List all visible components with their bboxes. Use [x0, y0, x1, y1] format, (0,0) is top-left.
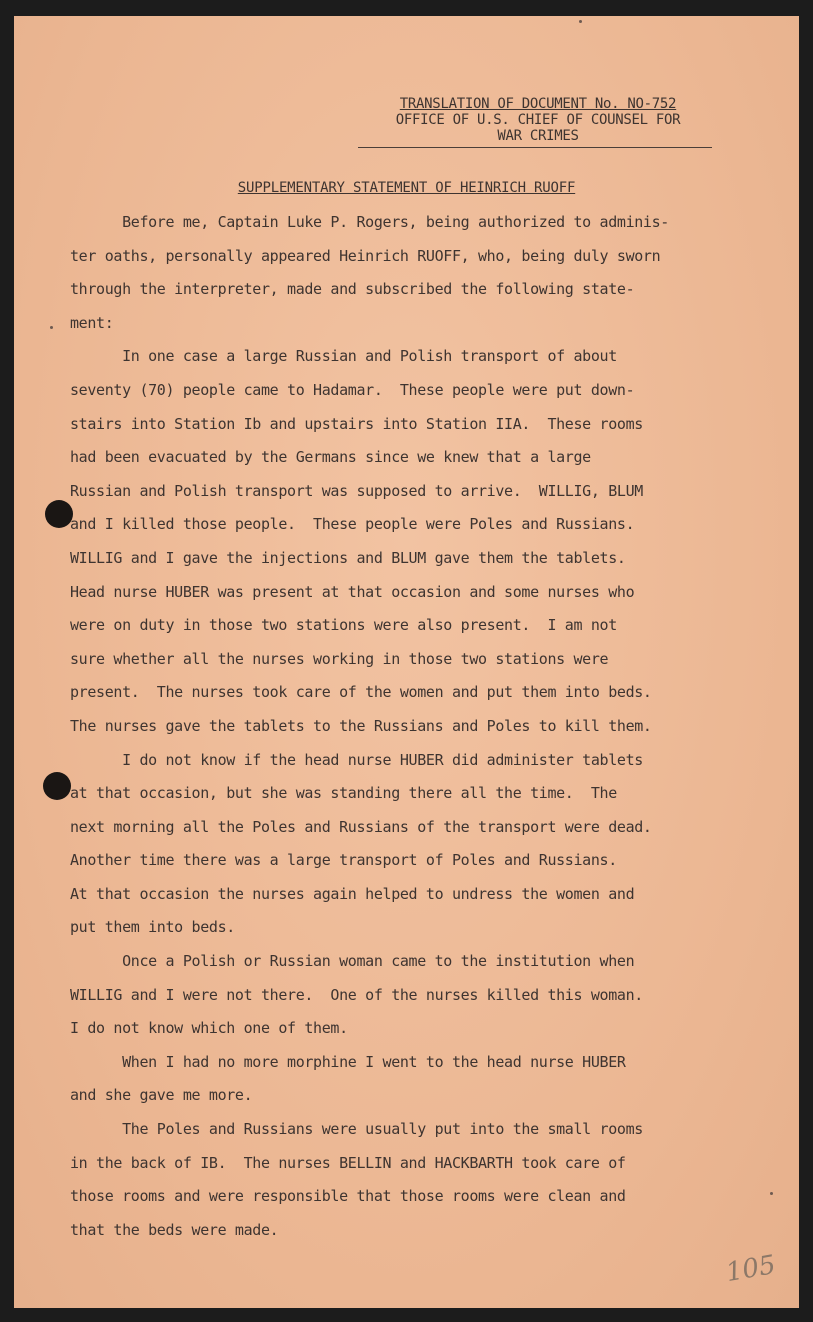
document-title: SUPPLEMENTARY STATEMENT OF HEINRICH RUOFF [237, 180, 576, 196]
statement-line: were on duty in those two stations were also present. I am not [70, 616, 617, 635]
paper-speck [770, 1192, 773, 1195]
statement-line: put them into beds. [70, 918, 235, 937]
statement-line: at that occasion, but she was standing there all the time. The [70, 784, 617, 803]
paper-speck [50, 326, 53, 329]
statement-line: seventy (70) people came to Hadamar. These people were put down- [70, 380, 635, 399]
statement-line: through the interpreter, made and subscribed the following state- [70, 280, 635, 299]
punch-hole-top [45, 500, 73, 528]
header-line-1: TRANSLATION OF DOCUMENT No. NO-752 [399, 96, 677, 112]
document-page [14, 16, 799, 1308]
statement-line: those rooms and were responsible that those rooms were clean and [70, 1187, 626, 1206]
statement-line: sure whether all the nurses working in those two stations were [70, 649, 609, 668]
statement-line: and she gave me more. [70, 1086, 253, 1105]
statement-line: I do not know which one of them. [70, 1019, 348, 1038]
statement-line: When I had no more morphine I went to the head nurse HUBER [70, 1052, 626, 1071]
statement-line: I do not know if the head nurse HUBER did administer tablets [70, 750, 643, 769]
statement-line: WILLIG and I gave the injections and BLUM gave them the tablets. [70, 548, 626, 567]
statement-line: The nurses gave the tablets to the Russians and Poles to kill them. [70, 716, 652, 735]
statement-line: and I killed those people. These people were Poles and Russians. [70, 515, 635, 534]
statement-line: that the beds were made. [70, 1220, 279, 1239]
header-line-3: WAR CRIMES [497, 128, 579, 144]
statement-line: next morning all the Poles and Russians of the transport were dead. [70, 817, 652, 836]
paper-speck [579, 20, 582, 23]
statement-line: Head nurse HUBER was present at that occasion and some nurses who [70, 582, 635, 601]
document-header [358, 96, 718, 144]
statement-line: In one case a large Russian and Polish transport of about [70, 347, 617, 366]
header-rule [358, 147, 712, 148]
statement-line: Russian and Polish transport was supposed to arrive. WILLIG, BLUM [70, 481, 643, 500]
statement-line: Once a Polish or Russian woman came to the institution when [70, 952, 635, 971]
statement-line: WILLIG and I were not there. One of the nurses killed this woman. [70, 985, 643, 1004]
statement-line: Before me, Captain Luke P. Rogers, being authorized to adminis- [70, 213, 669, 231]
statement-line: At that occasion the nurses again helped to undress the women and [70, 884, 635, 903]
header-line-2: OFFICE OF U.S. CHIEF OF COUNSEL FOR [395, 112, 681, 128]
statement-line: in the back of IB. The nurses BELLIN and HACKBARTH took care of [70, 1153, 626, 1172]
statement-line: had been evacuated by the Germans since we knew that a large [70, 448, 591, 467]
statement-line: ter oaths, personally appeared Heinrich RUOFF, who, being duly sworn [70, 246, 661, 265]
statement-line: ment: [70, 313, 114, 332]
punch-hole-bottom [43, 772, 71, 800]
statement-body [70, 206, 760, 1247]
statement-line: stairs into Station Ib and upstairs into Station IIA. These rooms [70, 414, 643, 433]
statement-line: Another time there was a large transport of Poles and Russians. [70, 851, 617, 870]
page-number: 105 [723, 1249, 778, 1289]
statement-line: present. The nurses took care of the women and put them into beds. [70, 683, 652, 702]
statement-line: The Poles and Russians were usually put into the small rooms [70, 1120, 643, 1139]
